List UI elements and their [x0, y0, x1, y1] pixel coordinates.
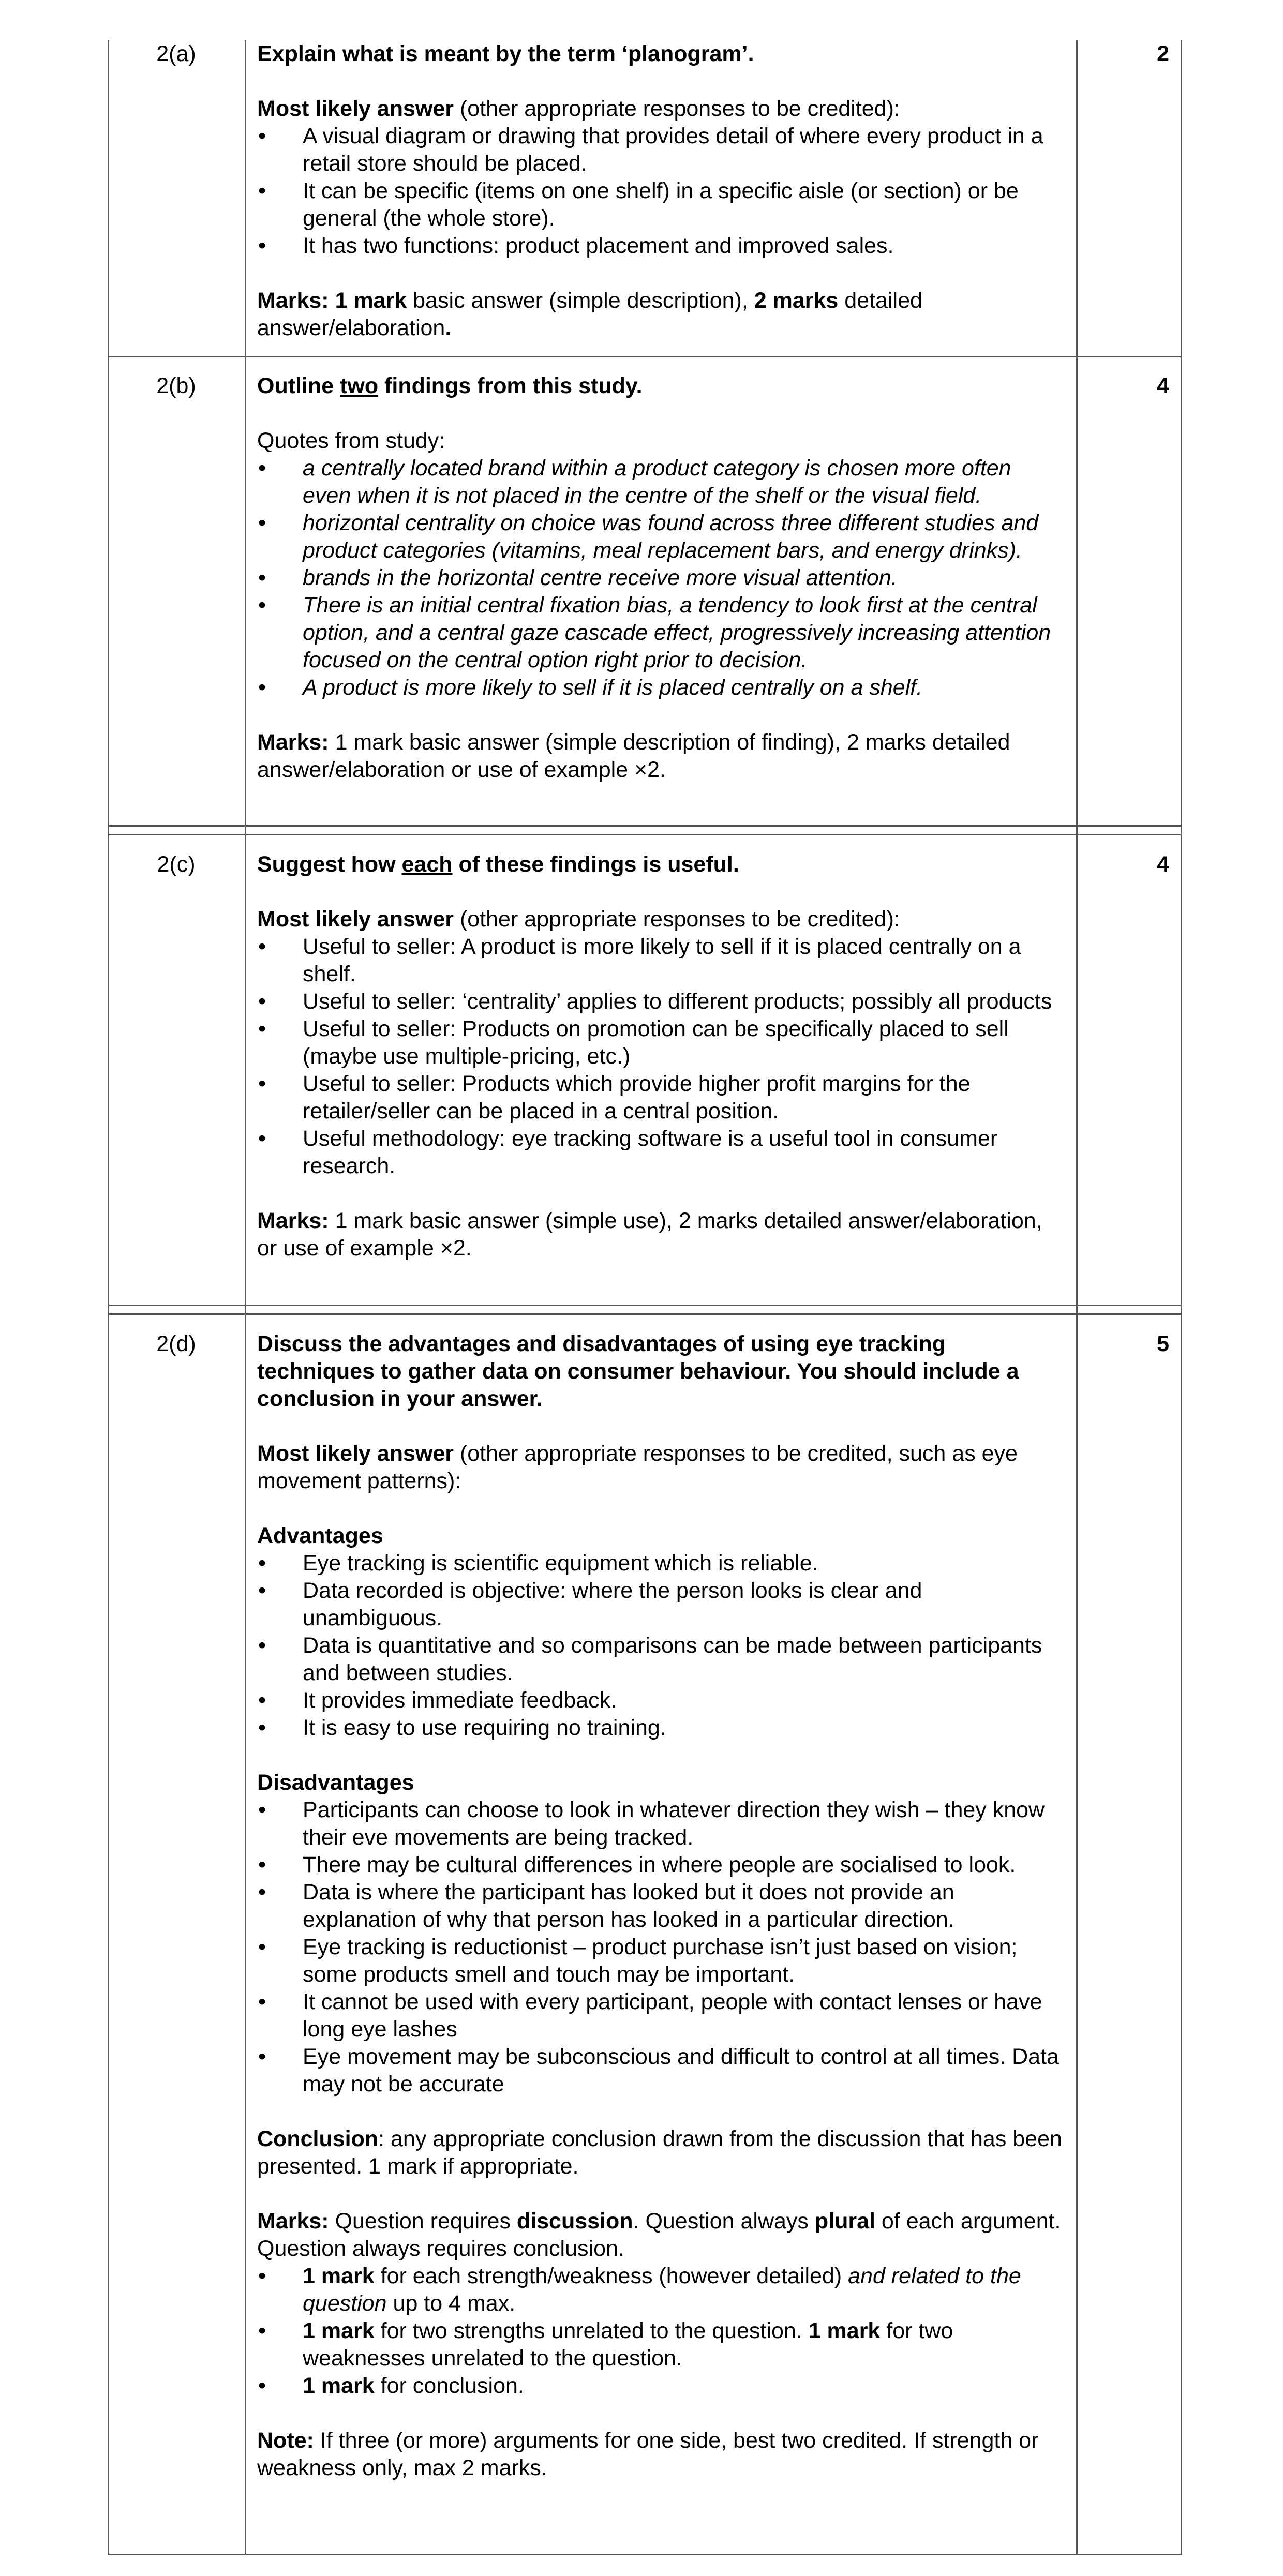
- bullet-icon: •: [258, 1016, 266, 1041]
- question-content: [257, 40, 1064, 342]
- column-divider-marks: [1076, 40, 1078, 2555]
- bullet-icon: •: [258, 1071, 266, 1096]
- question-prompt: Suggest how each of these findings is useful.: [257, 852, 739, 877]
- bullet-icon: •: [258, 1578, 266, 1603]
- disadvantages-heading: Disadvantages: [257, 1770, 414, 1795]
- answer-intro: Most likely answer (other appropriate responses to be credited, such as eye movement patterns):: [257, 1441, 1018, 1493]
- bullet-icon: •: [258, 1989, 266, 2014]
- question-number: 2(d): [156, 1331, 196, 1356]
- marks-guidance: Marks: 1 mark basic answer (simple description of finding), 2 marks detailed answer/elaboration or use of example ×2.: [257, 730, 1010, 782]
- question-marks: 4: [1157, 852, 1169, 877]
- bullet-icon: •: [258, 1798, 266, 1822]
- marks-guidance: Marks: 1 mark basic answer (simple description), 2 marks detailed answer/elaboration.: [257, 288, 922, 340]
- list-item: • There may be cultural differences in where people are socialised to look.: [257, 1851, 1064, 1879]
- marks-list: [257, 2263, 1064, 2400]
- answer-list: [257, 933, 1064, 1180]
- list-item: • Participants can choose to look in whatever direction they wish – they know their eve movements are being tracked.: [258, 1798, 1045, 1850]
- bullet-icon: •: [258, 593, 266, 618]
- list-item: • Eye tracking is scientific equipment which is reliable.: [257, 1550, 1064, 1577]
- list-item: • Useful to seller: A product is more likely to sell if it is placed centrally on a shelf.: [258, 934, 1021, 986]
- question-prompt: Explain what is meant by the term ‘planogram’.: [257, 41, 754, 66]
- answer-intro: Quotes from study:: [257, 428, 445, 453]
- question-marks: 4: [1157, 373, 1169, 398]
- answer-intro: Most likely answer (other appropriate responses to be credited):: [257, 96, 900, 121]
- disadvantages-list: [257, 1796, 1064, 2098]
- list-item: • Eye tracking is reductionist – product purchase isn’t just based on vision; some products smell and touch may be important.: [258, 1935, 1018, 1987]
- list-item: • a centrally located brand within a product category is chosen more often even when it is not placed in the centre of the shelf or the visual field.: [258, 456, 1011, 508]
- bullet-icon: •: [258, 934, 266, 959]
- answer-list: [257, 455, 1064, 701]
- bullet-icon: •: [258, 511, 266, 535]
- conclusion-guidance: Conclusion: any appropriate conclusion drawn from the discussion that has been presented. 1 mark if appropriate.: [257, 2126, 1062, 2179]
- question-content: [257, 1330, 1064, 2482]
- list-item: • It cannot be used with every participant, people with contact lenses or have long eye lashes: [258, 1989, 1042, 2042]
- bullet-icon: •: [258, 1633, 266, 1658]
- bullet-icon: •: [258, 2044, 266, 2069]
- bullet-icon: •: [258, 233, 266, 258]
- list-item: • 1 mark for conclusion.: [257, 2372, 1064, 2400]
- question-prompt: Discuss the advantages and disadvantages of using eye tracking techniques to gather data on consumer behaviour. You should include a conclusion in your answer.: [257, 1331, 1019, 1411]
- list-item: • Useful to seller: ‘centrality’ applies to different products; possibly all products: [257, 988, 1064, 1015]
- question-content: [257, 372, 1064, 784]
- list-item: • It is easy to use requiring no training.: [257, 1714, 1064, 1742]
- bullet-icon: •: [258, 565, 266, 590]
- list-item: • Useful to seller: Products on promotion can be specifically placed to sell (maybe use multiple-pricing, etc.): [258, 1016, 1009, 1069]
- bullet-icon: •: [258, 456, 266, 481]
- list-item: • Eye movement may be subconscious and difficult to control at all times. Data may not be accurate: [258, 2044, 1059, 2096]
- list-item: • brands in the horizontal centre receive more visual attention.: [257, 564, 1064, 592]
- list-item: • Useful methodology: eye tracking software is a useful tool in consumer research.: [258, 1126, 998, 1178]
- table-border-right: [1181, 40, 1182, 2555]
- answer-intro: Most likely answer (other appropriate responses to be credited):: [257, 907, 900, 932]
- advantages-list: [257, 1550, 1064, 1742]
- list-item: • A product is more likely to sell if it is placed centrally on a shelf.: [257, 674, 1064, 701]
- list-item: • Data is quantitative and so comparisons can be made between participants and between studies.: [258, 1633, 1042, 1685]
- bullet-icon: •: [258, 2264, 266, 2288]
- list-item: • A visual diagram or drawing that provides detail of where every product in a retail store should be placed.: [258, 124, 1043, 176]
- question-number: 2(b): [156, 373, 196, 398]
- question-number: 2(c): [157, 852, 196, 877]
- bullet-icon: •: [258, 989, 266, 1014]
- question-number: 2(a): [156, 41, 196, 66]
- bullet-icon: •: [258, 1551, 266, 1576]
- list-item: • 1 mark for each strength/weakness (however detailed) and related to the question up to 4 max.: [258, 2264, 1021, 2316]
- column-divider-content: [245, 40, 246, 2555]
- answer-list: [257, 123, 1064, 260]
- list-item: • Data recorded is objective: where the person looks is clear and unambiguous.: [258, 1578, 922, 1630]
- row-divider: [108, 1313, 1182, 1315]
- bullet-icon: •: [258, 1852, 266, 1877]
- row-divider: [108, 1305, 1182, 1306]
- list-item: • 1 mark for two strengths unrelated to the question. 1 mark for two weaknesses unrelated to the question.: [258, 2318, 953, 2371]
- bullet-icon: •: [258, 1688, 266, 1713]
- bullet-icon: •: [258, 1715, 266, 1740]
- table-border-bottom: [108, 2554, 1182, 2555]
- marks-guidance: Marks: Question requires discussion. Question always plural of each argument. Question always requires conclusion.: [257, 2209, 1061, 2261]
- list-item: • It can be specific (items on one shelf) in a specific aisle (or section) or be general (the whole store).: [258, 178, 1019, 231]
- bullet-icon: •: [258, 1126, 266, 1151]
- bullet-icon: •: [258, 2318, 266, 2343]
- list-item: • horizontal centrality on choice was found across three different studies and product categories (vitamins, meal replacement bars, and energy drinks).: [258, 511, 1039, 563]
- list-item: • It provides immediate feedback.: [257, 1687, 1064, 1714]
- bullet-icon: •: [258, 675, 266, 700]
- bullet-icon: •: [258, 1880, 266, 1905]
- list-item: • Useful to seller: Products which provide higher profit margins for the retailer/seller can be placed in a central position.: [258, 1071, 971, 1124]
- list-item: • It has two functions: product placement and improved sales.: [257, 232, 1064, 260]
- table-border-left: [108, 40, 109, 2555]
- bullet-icon: •: [258, 124, 266, 148]
- list-item: • There is an initial central fixation bias, a tendency to look first at the central option, and a central gaze cascade effect, progressively increasing attention focused on the central option right prior to decision.: [258, 593, 1051, 672]
- list-item: • Data is where the participant has looked but it does not provide an explanation of why that person has looked in a particular direction.: [258, 1880, 954, 1932]
- advantages-heading: Advantages: [257, 1523, 383, 1548]
- question-marks: 5: [1157, 1331, 1169, 1356]
- row-divider: [108, 356, 1182, 357]
- bullet-icon: •: [258, 178, 266, 203]
- marks-guidance: Marks: 1 mark basic answer (simple use), 2 marks detailed answer/elaboration, or use of example ×2.: [257, 1208, 1042, 1261]
- question-prompt: Outline two findings from this study.: [257, 373, 643, 398]
- question-marks: 2: [1157, 41, 1169, 66]
- question-content: [257, 851, 1064, 1262]
- bullet-icon: •: [258, 2373, 266, 2398]
- row-divider: [108, 834, 1182, 835]
- note-guidance: Note: If three (or more) arguments for one side, best two credited. If strength or weakness only, max 2 marks.: [257, 2428, 1039, 2480]
- bullet-icon: •: [258, 1935, 266, 1959]
- row-divider: [108, 825, 1182, 827]
